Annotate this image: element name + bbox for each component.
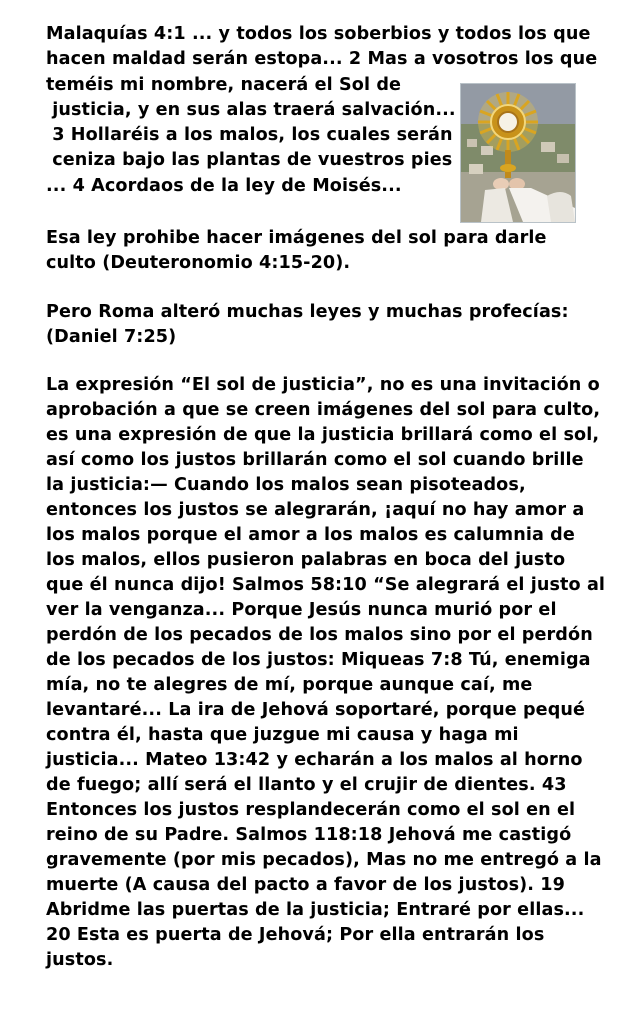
intro-line: ... 4 Acordaos de la ley de Moisés... [46,176,402,196]
intro-line: hacen maldad serán estopa... 2 Mas a vosotros los que [46,49,598,69]
paragraph-line: los malos porque el amor a los malos es calumnia de [46,525,575,545]
paragraph-line: levantaré... La ira de Jehová soportaré, porque pequé [46,700,586,720]
paragraph-line: aprobación a que se creen imágenes del sol para culto, [46,400,601,420]
paragraph-line: muerte (A causa del pacto a favor de los justos). 19 [46,875,565,895]
paragraph-line: mía, no te alegres de mí, porque aunque caí, me [46,675,533,695]
paragraph-line: los malos, ellos pusieron palabras en boca del justo [46,550,566,570]
intro-line: Malaquías 4:1 ... y todos los soberbios y todos los que [46,24,591,44]
monstrance-photo [460,83,576,223]
paragraph-line: perdón de los pecados de los malos sino por el perdón [46,625,593,645]
intro-line: 3 Hollaréis a los malos, los cuales serán [46,125,453,145]
paragraph-line: es una expresión de que la justicia brillará como el sol, [46,425,600,445]
paragraph-line: Entonces los justos resplandecerán como el sol en el [46,800,576,820]
paragraph-line: contra él, hasta que juzgue mi causa y haga mi [46,725,519,745]
monstrance-icon [461,84,575,222]
paragraph-line: justicia... Mateo 13:42 y echarán a los malos al horno [46,750,583,770]
paragraph-line: Abridme las puertas de la justicia; Entraré por ellas... [46,900,585,920]
paragraph-line: entonces los justos se alegrarán, ¡aquí no hay amor a [46,500,585,520]
paragraph-line: ver la venganza... Porque Jesús nunca murió por el [46,600,557,620]
paragraph-line: Esa ley prohibe hacer imágenes del sol para darle [46,228,547,248]
paragraph-line: Pero Roma alteró muchas leyes y muchas profecías: [46,302,569,322]
paragraph-line: 20 Esta es puerta de Jehová; Por ella entrarán los [46,925,545,945]
paragraph-line: gravemente (por mis pecados), Mas no me entregó a la [46,850,602,870]
intro-line: teméis mi nombre, nacerá el Sol de [46,75,402,95]
intro-line: justicia, y en sus alas traerá salvación... [46,100,456,120]
paragraph-line: la justicia:— Cuando los malos sean pisoteados, [46,475,526,495]
paragraph-line: culto (Deuteronomio 4:15-20). [46,253,351,273]
paragraph-line: justos. [46,950,114,970]
paragraph-line: que él nunca dijo! Salmos 58:10 “Se alegrará el justo al [46,575,606,595]
intro-line: ceniza bajo las plantas de vuestros pies [46,150,453,170]
paragraph-line: de fuego; allí será el llanto y el crujir de dientes. 43 [46,775,567,795]
paragraph-line: de los pecados de los justos: Miqueas 7:8 Tú, enemiga [46,650,591,670]
paragraph-line: reino de su Padre. Salmos 118:18 Jehová me castigó [46,825,572,845]
paragraph-line: así como los justos brillarán como el sol cuando brille [46,450,584,470]
paragraph-line: La expresión “El sol de justicia”, no es una invitación o [46,375,600,395]
paragraph-line: (Daniel 7:25) [46,327,177,347]
